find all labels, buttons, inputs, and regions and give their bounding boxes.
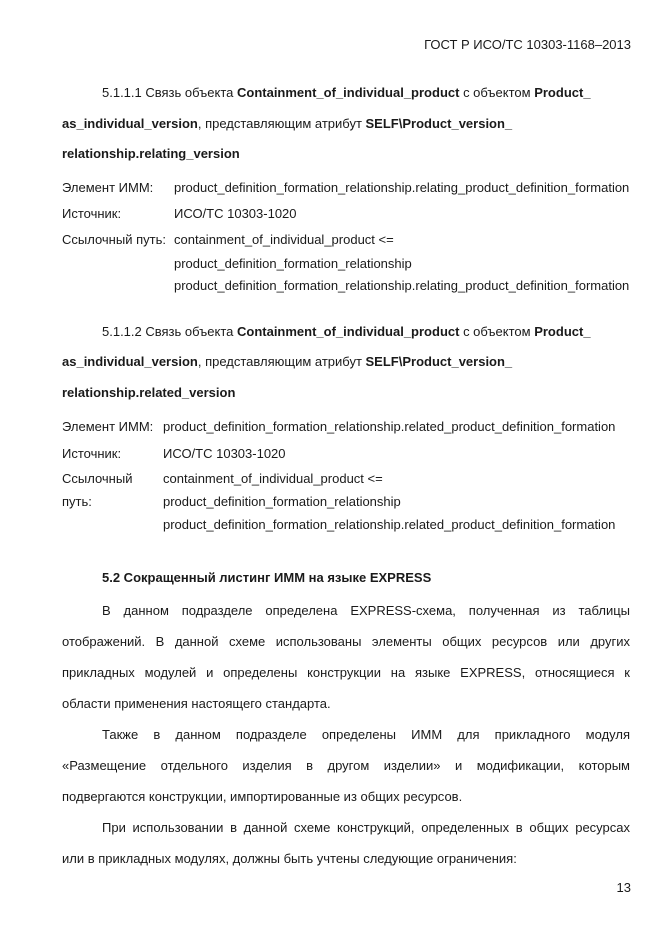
section-1-path-label: Ссылочный путь:	[62, 232, 166, 247]
paragraph-1-line: В данном подразделе определена EXPRESS-схема, полученная из таблицы	[102, 603, 630, 618]
section-2-path-label-line2: путь:	[62, 494, 92, 509]
section-2-target-part2: as_individual_version	[62, 354, 198, 369]
section-2-path-line: product_definition_formation_relationship	[163, 494, 401, 509]
section-1-attr-part1: SELF\Product_version_	[365, 116, 513, 131]
section-2-entity: Containment_of_individual_product	[236, 324, 460, 339]
paragraph-2-line: подвергаются конструкции, импортированные из общих ресурсов.	[62, 789, 463, 804]
section-1-number: 5.1.1.1 Связь объекта	[102, 85, 237, 100]
paragraph-3-line: При использовании в данной схеме конструкций, определенных в общих ресурсах	[102, 820, 630, 835]
section-1-target-part2: as_individual_version	[62, 116, 198, 131]
section-2-heading-line2	[62, 354, 512, 369]
paragraph-2-line: Также в данном подразделе определены ИММ для прикладного модуля	[102, 727, 630, 742]
section-1-target-part1: Product_	[534, 85, 591, 100]
section-1-entity: Containment_of_individual_product	[236, 85, 460, 100]
section-1-heading-line1	[102, 85, 591, 100]
section-1-source-value: ИСО/ТС 10303-1020	[174, 206, 297, 221]
section-52-title: 5.2 Сокращенный листинг ИММ на языке EXPRESS	[102, 570, 432, 585]
section-2-element-value: product_definition_formation_relationship.related_product_definition_formation	[163, 419, 616, 434]
section-1-path-line: product_definition_formation_relationship	[174, 256, 412, 271]
section-1-mid-text: с объектом	[459, 85, 535, 100]
section-2-path-line: containment_of_individual_product <=	[163, 471, 383, 486]
section-1-path-line: containment_of_individual_product <=	[174, 232, 394, 247]
paragraph-1-line: отображений. В данной схеме использованы элементы общих ресурсов или других	[62, 634, 630, 649]
section-2-source-label: Источник:	[62, 446, 122, 461]
section-2-attr-text: , представляющим атрибут	[197, 354, 366, 369]
paragraph-2-line: «Размещение отдельного изделия в другом изделии» и модификации, которым	[62, 758, 630, 773]
paragraph-1-line: прикладных модулей и определены конструкции на языке EXPRESS, относящиеся к	[62, 665, 630, 680]
section-1-attr-text: , представляющим атрибут	[197, 116, 366, 131]
page-number: 13	[616, 880, 631, 895]
section-2-attr-part2: relationship.related_version	[62, 385, 236, 400]
section-2-path-label-line1: Ссылочный	[62, 471, 133, 486]
section-1-source-label: Источник:	[62, 206, 122, 221]
section-2-number: 5.1.1.2 Связь объекта	[102, 324, 237, 339]
section-2-heading-line1	[102, 324, 591, 339]
document-header: ГОСТ Р ИСО/ТС 10303-1168–2013	[424, 37, 631, 52]
section-1-attr-part2: relationship.relating_version	[62, 146, 240, 161]
section-2-attr-part1: SELF\Product_version_	[365, 354, 513, 369]
section-2-source-value: ИСО/ТС 10303-1020	[163, 446, 286, 461]
section-1-element-value: product_definition_formation_relationship.relating_product_definition_formation	[174, 180, 630, 195]
paragraph-1-line: области применения настоящего стандарта.	[62, 696, 331, 711]
section-1-heading-line2	[62, 116, 512, 131]
section-2-mid-text: с объектом	[459, 324, 535, 339]
section-1-path-line: product_definition_formation_relationship.relating_product_definition_formation	[174, 278, 630, 293]
section-2-target-part1: Product_	[534, 324, 591, 339]
section-1-element-label: Элемент ИММ:	[62, 180, 154, 195]
paragraph-3-line: или в прикладных модулях, должны быть учтены следующие ограничения:	[62, 851, 517, 866]
section-2-path-line: product_definition_formation_relationship.related_product_definition_formation	[163, 517, 616, 532]
section-2-element-label: Элемент ИММ:	[62, 419, 154, 434]
